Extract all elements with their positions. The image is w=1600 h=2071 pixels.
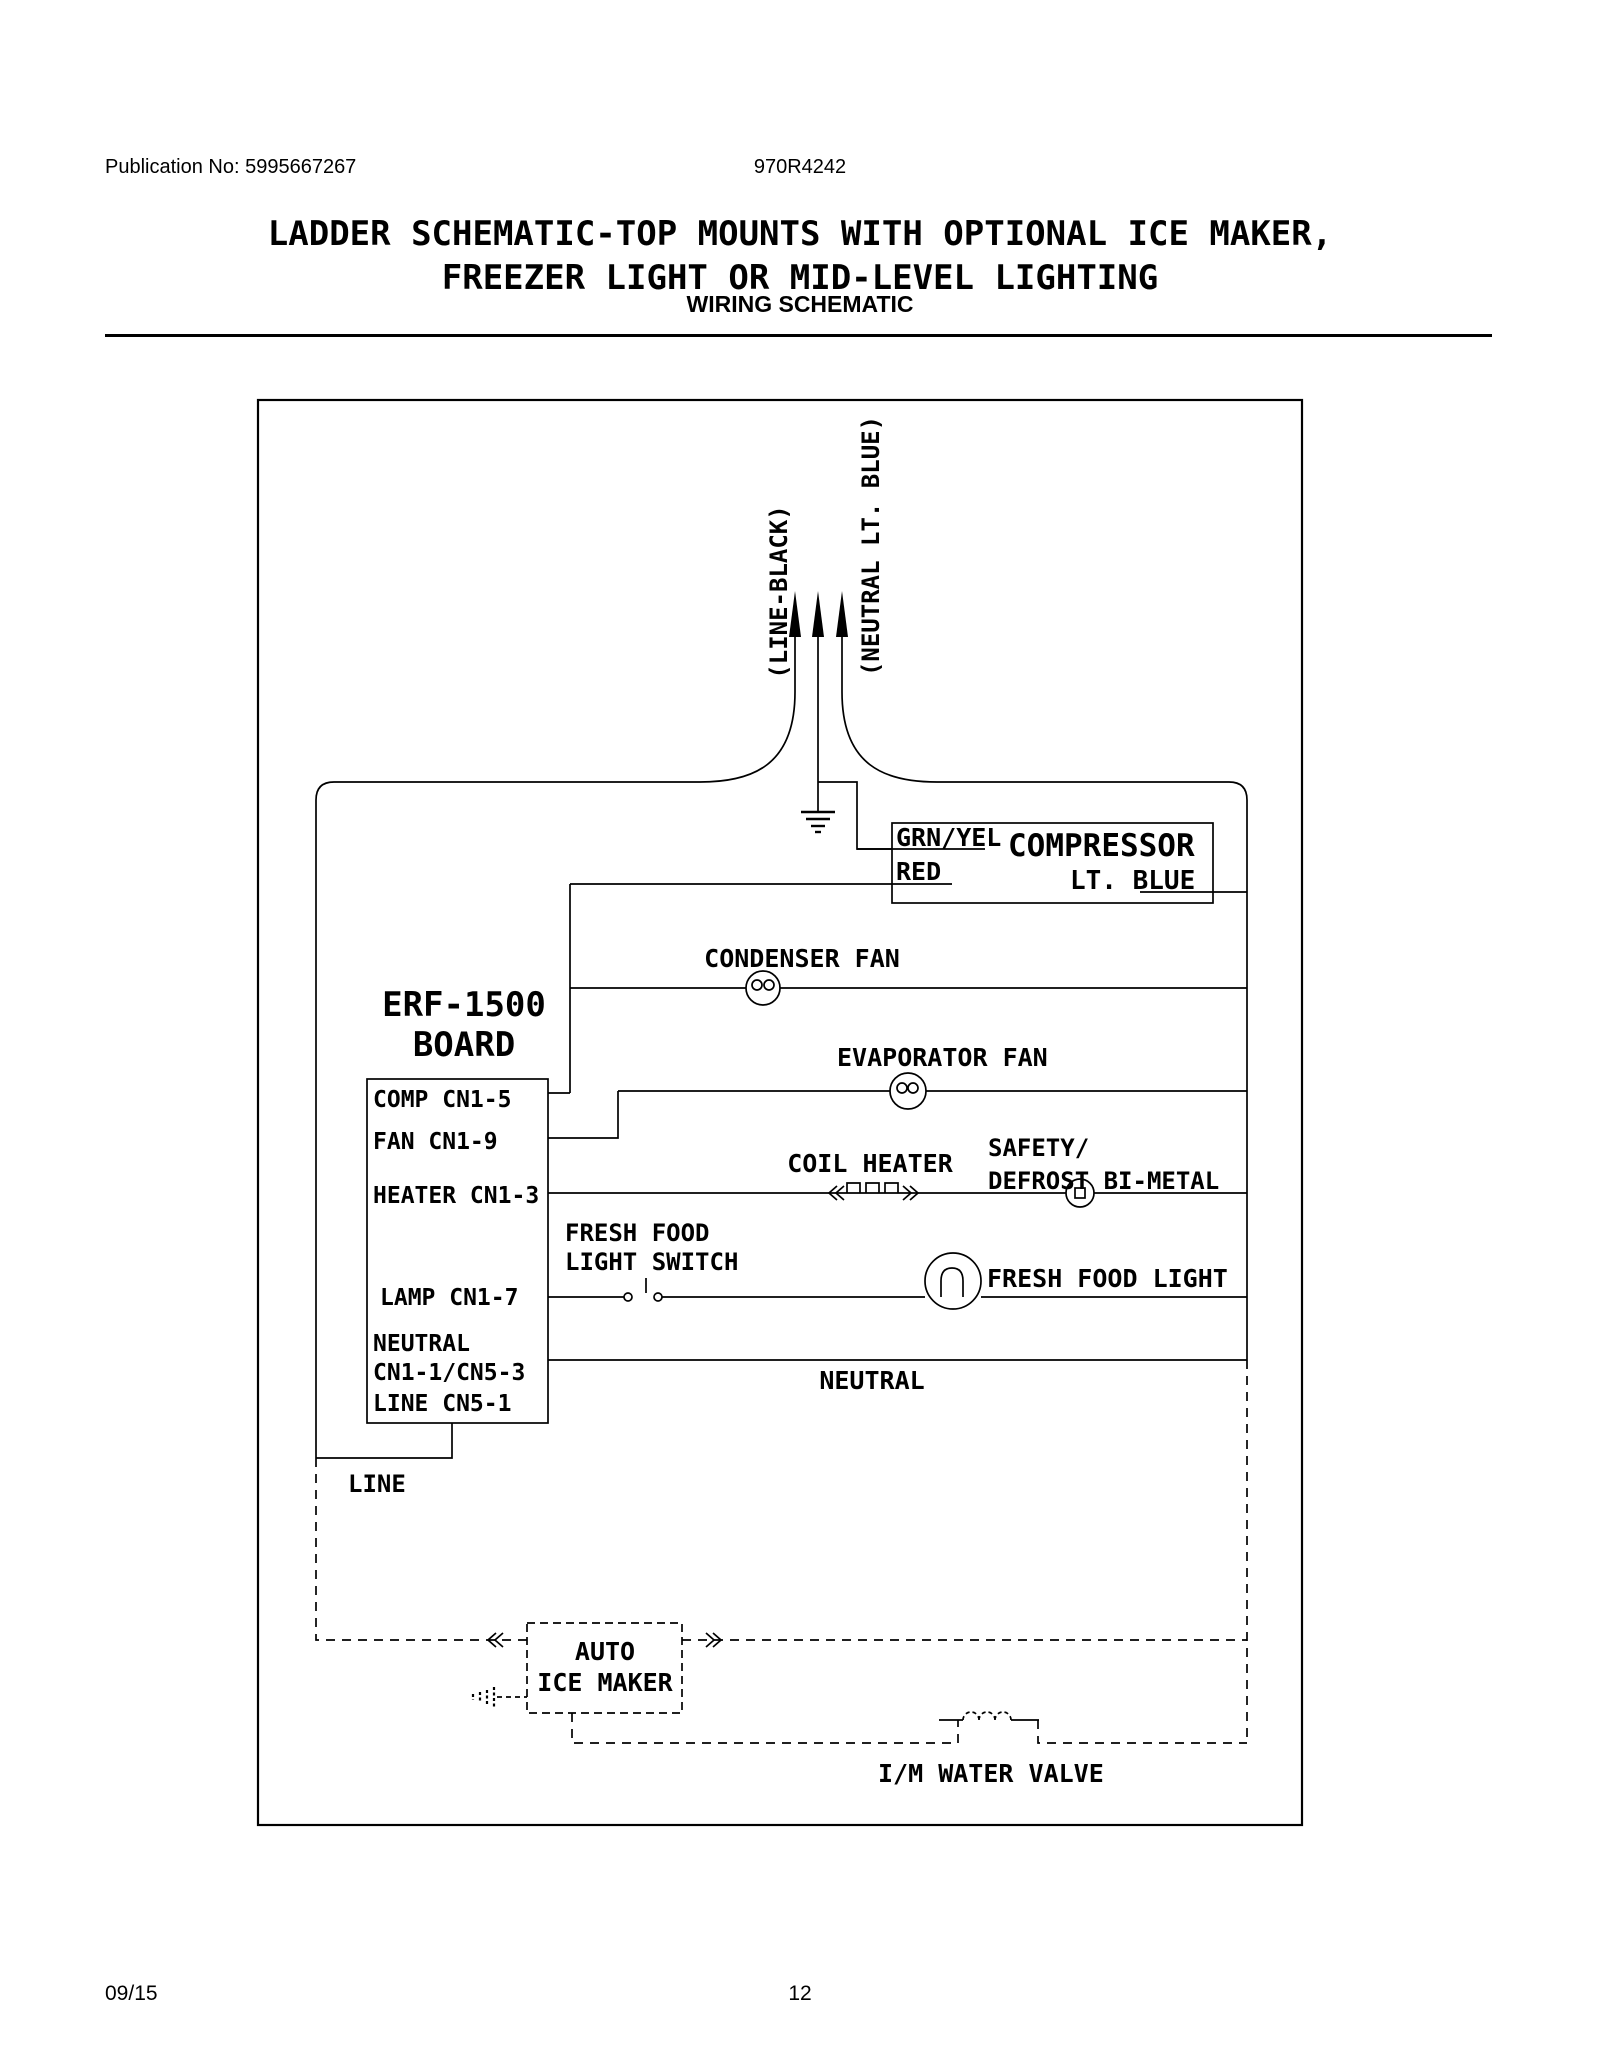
schematic-title-line1: LADDER SCHEMATIC-TOP MOUNTS WITH OPTIONAL ICE MAKER, <box>267 214 1333 254</box>
water-valve-wire-dashed <box>572 1713 1247 1743</box>
board-pin-line: LINE CN5-1 <box>373 1391 512 1417</box>
board-pin-heater: HEATER CN1-3 <box>373 1183 540 1209</box>
board-pin-cn1-1: CN1-1/CN5-3 <box>373 1360 526 1386</box>
line-black-label: (LINE-BLACK) <box>765 505 793 679</box>
fresh-food-light-icon <box>925 1253 981 1309</box>
safety-label-line2: DEFROST BI-METAL <box>988 1167 1220 1195</box>
evaporator-fan-label: EVAPORATOR FAN <box>837 1043 1048 1072</box>
neutral-label: NEUTRAL <box>819 1366 925 1395</box>
comp-cn1-5-wire <box>548 884 570 1093</box>
supply-arrows <box>789 591 848 637</box>
board-title-line2: BOARD <box>412 1025 516 1065</box>
model-number: 970R4242 <box>753 156 847 178</box>
light-switch-icon <box>624 1278 662 1301</box>
evaporator-fan-icon <box>890 1073 926 1109</box>
section-heading: WIRING SCHEMATIC <box>686 291 914 317</box>
compressor-grn-yel-label: GRN/YEL <box>896 823 1002 852</box>
water-valve-label: I/M WATER VALVE <box>878 1759 1104 1788</box>
water-valve-icon <box>939 1712 1039 1720</box>
compressor-label: COMPRESSOR <box>1008 828 1195 864</box>
fresh-food-light-label: FRESH FOOD LIGHT <box>987 1264 1228 1293</box>
safety-label-line1: SAFETY/ <box>988 1134 1090 1162</box>
ice-maker-label-line2: ICE MAKER <box>537 1668 673 1697</box>
schematic-title-line2: FREEZER LIGHT OR MID-LEVEL LIGHTING <box>441 258 1159 298</box>
compressor-red-label: RED <box>896 857 942 886</box>
board-pin-comp: COMP CN1-5 <box>373 1087 512 1113</box>
earth-ground-icon <box>801 812 835 832</box>
ground-arrow-icon <box>812 591 824 637</box>
ice-maker-ground-icon <box>473 1687 527 1707</box>
neutral-lt-blue-label: (NEUTRAL LT. BLUE) <box>857 415 885 677</box>
publication-number: Publication No: 5995667267 <box>105 156 357 178</box>
board-pin-lamp: LAMP CN1-7 <box>380 1285 519 1311</box>
board-title-line1: ERF-1500 <box>382 985 546 1025</box>
condenser-fan-label: CONDENSER FAN <box>704 944 900 973</box>
footer-date: 09/15 <box>105 1982 158 2005</box>
coil-heater-icon <box>847 1183 898 1193</box>
condenser-fan-icon <box>746 971 780 1005</box>
line-label: LINE <box>348 1470 406 1498</box>
coil-heater-label: COIL HEATER <box>787 1149 953 1178</box>
footer-page-number: 12 <box>788 1982 812 2005</box>
board-pin-fan: FAN CN1-9 <box>373 1129 498 1155</box>
ff-switch-label-line2: LIGHT SWITCH <box>565 1248 739 1276</box>
ff-switch-label-line1: FRESH FOOD <box>565 1219 710 1247</box>
neutral-wire <box>842 637 1247 1360</box>
board-pin-neutral: NEUTRAL <box>373 1331 470 1357</box>
ice-maker-label-line1: AUTO <box>574 1637 636 1666</box>
neutral-arrow-icon <box>836 591 848 637</box>
compressor-lt-blue-label: LT. BLUE <box>1070 866 1196 896</box>
line-cn5-1-wire <box>316 1423 452 1458</box>
